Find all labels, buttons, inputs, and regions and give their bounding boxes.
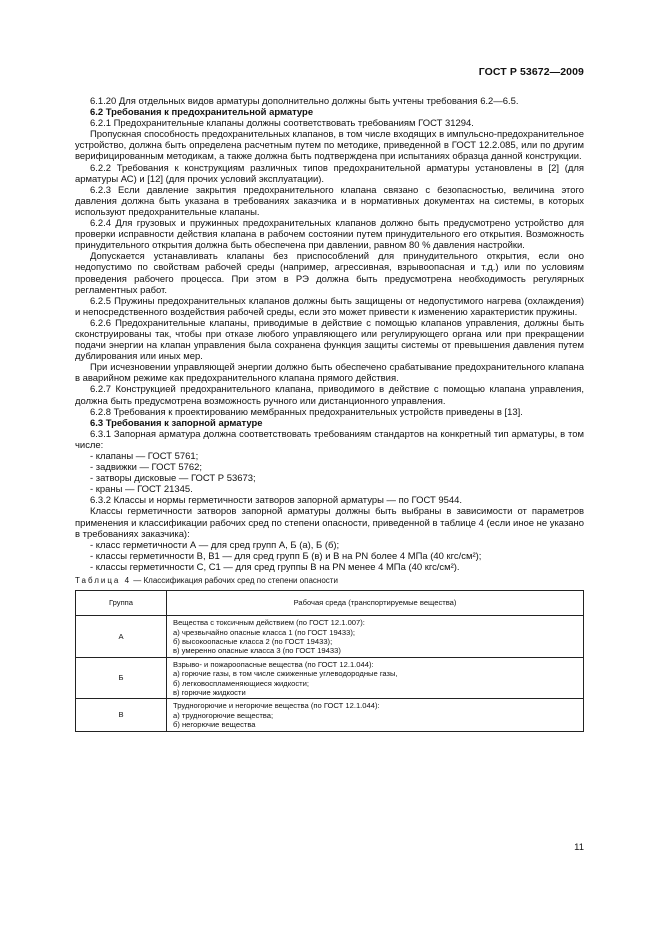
column-header-group: Группа	[76, 591, 167, 616]
column-header-medium: Рабочая среда (транспортируемые вещества)	[167, 591, 584, 616]
medium-cell	[167, 616, 584, 658]
medium-line: б) легковоспламеняющиеся жидкости;	[173, 678, 309, 688]
medium-cell	[167, 699, 584, 731]
medium-line: а) чрезвычайно опасные класса 1 (по ГОСТ 19433);	[173, 627, 355, 637]
paragraph-tightness-classes: Классы герметичности затворов запорной арматуры должны быть выбраны в зависимости от параметров применения и классификации рабочих сред по степени опасности, приведенной в таблице 4 (если иное не указано в требованиях заказчика):	[75, 506, 584, 540]
clause-6-2-7: 6.2.7 Конструкцией предохранительного клапана, приводимого в действие с помощью клапана управления, должна быть предусмотрена возможность ручного или дистанционного управления.	[75, 384, 584, 407]
paragraph-control-energy: При исчезновении управляющей энергии должно быть обеспечено срабатывание предохранительного клапана в аварийном режиме как предохранительного клапана прямого действия.	[75, 362, 584, 385]
medium-line: а) горючие газы, в том числе сжиженные углеводородные газы,	[173, 669, 398, 679]
page-number: 11	[574, 842, 584, 853]
clause-6-2-5: 6.2.5 Пружины предохранительных клапанов должны быть защищены от недопустимого нагрева (охлаждения) и непосредственного воздействия рабочей среды, если это может привести к изменению характеристик пружины.	[75, 295, 584, 318]
clause-6-3-2: 6.3.2 Классы и нормы герметичности затворов запорной арматуры — по ГОСТ 9544.	[90, 495, 462, 507]
clause-6-3-1: 6.3.1 Запорная арматура должна соответствовать требованиям стандартов на конкретный тип арматуры, в том числе:	[75, 428, 584, 451]
list-item: - клапаны — ГОСТ 5761;	[90, 451, 199, 462]
list-item: - затворы дисковые — ГОСТ Р 53673;	[90, 473, 256, 485]
medium-line: в) горючие жидкости	[173, 687, 246, 697]
list-item: - классы герметичности В, В1 — для сред групп Б (в) и В на PN более 4 МПа (40 кгс/см²);	[90, 550, 482, 562]
list-item: - задвижки — ГОСТ 5762;	[90, 462, 202, 474]
document-id-header: ГОСТ Р 53672—2009	[478, 66, 584, 78]
table-caption-text: — Классификация рабочих сред по степени опасности	[133, 576, 338, 586]
clause-6-2-3: 6.2.3 Если давление закрытия предохранительного клапана связано с безопасностью, величина этого давления должна быть указана в требованиях заказчика и в нормативных документах на системы, в которых используют предохранительные клапаны.	[75, 184, 584, 218]
table-header-row	[76, 591, 584, 616]
clause-6-1-20: 6.1.20 Для отдельных видов арматуры дополнительно должны быть учтены требования 6.2—6.5.	[90, 96, 519, 107]
medium-line: а) трудногорючие вещества;	[173, 710, 274, 720]
list-item: - классы герметичности С, С1 — для сред группы В на PN менее 4 МПа (40 кгс/см²).	[90, 561, 460, 573]
clause-6-2-1: 6.2.1 Предохранительные клапаны должны соответствовать требованиям ГОСТ 31294.	[90, 118, 474, 130]
classification-table	[75, 590, 584, 731]
table-row	[76, 616, 584, 658]
section-6-3-heading: 6.3 Требования к запорной арматуре	[90, 417, 263, 429]
table-caption-label: Таблица 4	[75, 576, 132, 586]
medium-cell	[167, 657, 584, 699]
clause-6-2-4: 6.2.4 Для грузовых и пружинных предохранительных клапанов должно быть предусмотрено устройство для проверки исправности действия клапана в рабочем состоянии путем принудительного его открытия. Возможность принудительного открытия должна быть обеспечена при давлении, равном 80 % давления настройки.	[75, 218, 584, 252]
clause-6-2-8: 6.2.8 Требования к проектированию мембранных предохранительных устройств приведены в [13].	[90, 406, 523, 418]
table-row	[76, 699, 584, 731]
medium-line: в) умеренно опасные класса 3 (по ГОСТ 19433)	[173, 646, 341, 656]
list-item: - краны — ГОСТ 21345.	[90, 484, 193, 496]
group-cell: В	[76, 699, 167, 731]
clause-6-2-2: 6.2.2 Требования к конструкциям различных типов предохранительной арматуры установлены в [2] (для арматуры АС) и [12] (для прочих условий эксплуатации).	[75, 162, 584, 185]
document-body	[75, 96, 584, 732]
medium-line: б) высокоопасные класса 2 (по ГОСТ 19433);	[173, 636, 333, 646]
clause-6-2-6: 6.2.6 Предохранительные клапаны, приводимые в действие с помощью клапанов управления, должны быть сконструированы так, чтобы при отказе любого управляющего или регулирующего органа или при прекращении подачи энергии на клапан управления была сохранена функция защиты системы от превышения давления путем дублирования или иных мер.	[75, 317, 584, 363]
medium-line: Взрыво- и пожароопасные вещества (по ГОСТ 12.1.044):	[173, 659, 374, 669]
medium-line: Трудногорючие и негорючие вещества (по ГОСТ 12.1.044):	[173, 701, 380, 711]
medium-line: б) негорючие вещества	[173, 720, 256, 730]
group-cell: А	[76, 616, 167, 658]
group-cell: Б	[76, 657, 167, 699]
paragraph-forced-opening: Допускается устанавливать клапаны без приспособлений для принудительного открытия, если оно недопустимо по свойствам рабочей среды (например, агрессивная, взрывоопасная и т.д.) или по условиям проведения рабочего процесса. При этом в РЭ должна быть предусмотрена необходимость регулярных регламентных работ.	[75, 251, 584, 296]
section-6-2-heading: 6.2 Требования к предохранительной арматуре	[90, 107, 314, 119]
medium-line: Вещества с токсичным действием (по ГОСТ 12.1.007):	[173, 618, 365, 628]
list-item: - класс герметичности А — для сред групп А, Б (а), Б (б);	[90, 539, 340, 551]
table-caption	[75, 575, 584, 586]
paragraph-capacity: Пропускная способность предохранительных клапанов, в том числе входящих в импульсно-предохранительное устройство, должна быть определена расчетным путем по методике, приведенной в ГОСТ 12.2.085, или по другим верифицированным методикам, а также должна быть подтверждена при испытаниях образца данной конструкции.	[75, 129, 584, 163]
table-row	[76, 657, 584, 699]
